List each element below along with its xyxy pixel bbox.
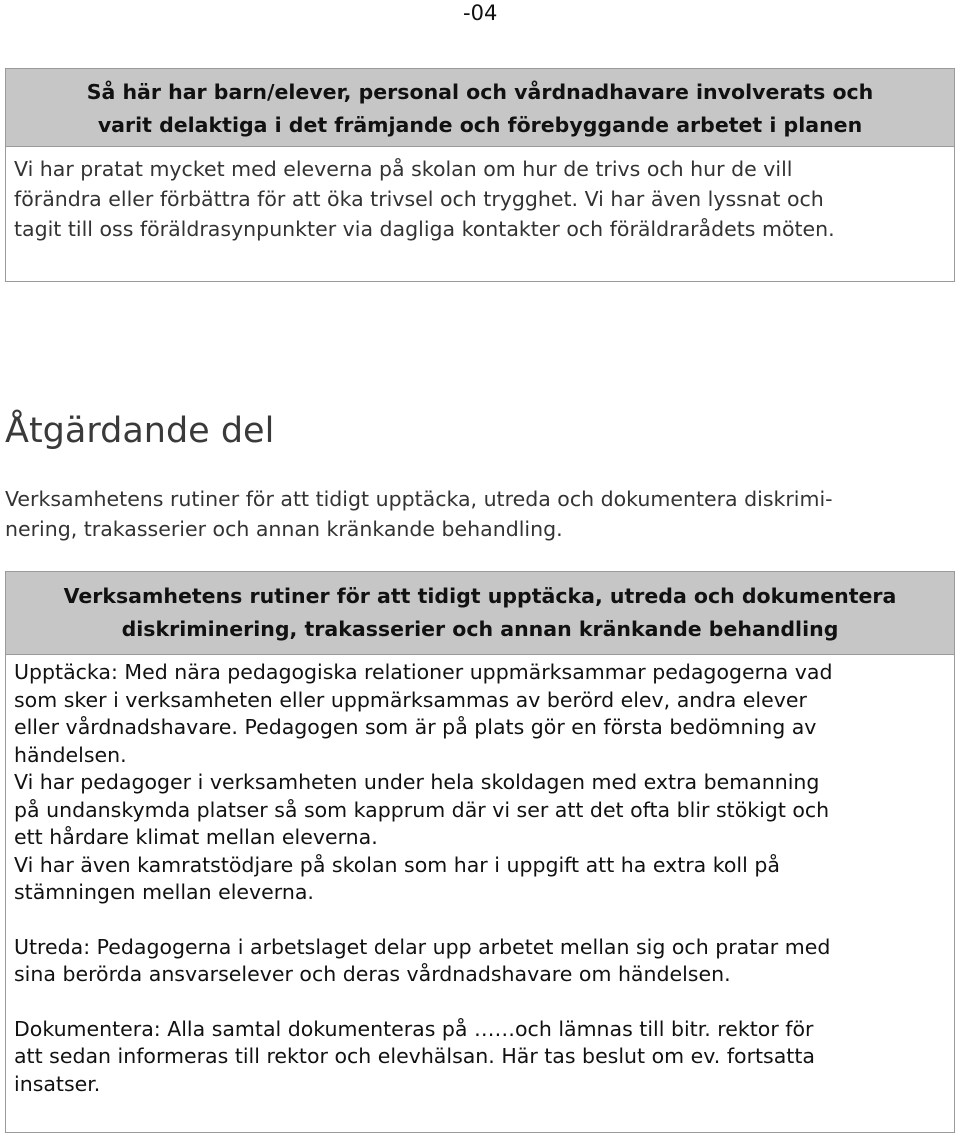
document-line: Dokumentera: Alla samtal dokumenteras på ……och lämnas till bitr. rektor för xyxy=(14,1016,814,1041)
paragraph-spacer xyxy=(14,989,946,1016)
involvement-body-line: tagit till oss föräldrasynpunkter via dagliga kontakter och föräldrarådets möten. xyxy=(14,217,835,241)
routines-header-line: diskriminering, trakasserier och annan kränkande behandling xyxy=(121,617,839,641)
section-description-line: Verksamhetens rutiner för att tidigt upptäcka, utreda och dokumentera diskrimi- xyxy=(5,487,833,511)
page-number: -04 xyxy=(463,1,498,25)
section-description-line: nering, trakasserier och annan kränkande behandling. xyxy=(5,517,563,541)
involvement-box-body xyxy=(6,147,954,244)
routines-box-body xyxy=(6,655,954,1098)
involvement-header-line: varit delaktiga i det främjande och förebyggande arbetet i planen xyxy=(97,113,863,137)
routines-box xyxy=(5,571,955,1133)
involvement-body-line: Vi har pratat mycket med eleverna på skolan om hur de trivs och hur de vill xyxy=(14,157,793,181)
routines-header-line: Verksamhetens rutiner för att tidigt upptäcka, utreda och dokumentera xyxy=(63,584,897,608)
section-title: Åtgärdande del xyxy=(5,411,275,451)
detect-line: som sker i verksamheten eller uppmärksammas av berörd elev, andra elever xyxy=(14,687,807,712)
detect-line: händelsen. xyxy=(14,742,127,767)
involvement-body-line: förändra eller förbättra för att öka trivsel och trygghet. Vi har även lyssnat och xyxy=(14,187,824,211)
detect-line: ett hårdare klimat mellan eleverna. xyxy=(14,825,378,849)
document-line: insatser. xyxy=(14,1071,101,1096)
involvement-box xyxy=(5,68,955,282)
detect-line: Vi har även kamratstödjare på skolan som har i uppgift att ha extra koll på xyxy=(14,852,780,877)
detect-paragraph xyxy=(14,659,946,907)
investigate-paragraph xyxy=(14,934,946,989)
involvement-box-header xyxy=(6,69,954,147)
detect-line: på undanskymda platser så som kapprum där vi ser att det ofta blir stökigt och xyxy=(14,797,830,822)
investigate-line: sina berörda ansvarselever och deras vårdnadshavare om händelsen. xyxy=(14,962,731,986)
involvement-header-line: Så här har barn/elever, personal och vårdnadhavare involverats och xyxy=(86,80,874,104)
routines-box-header xyxy=(6,572,954,655)
detect-line: eller vårdnadshavare. Pedagogen som är på plats gör en första bedömning av xyxy=(14,715,817,739)
section-description xyxy=(5,484,955,544)
detect-line: Upptäcka: Med nära pedagogiska relationer uppmärksammar pedagogerna vad xyxy=(14,660,833,684)
document-line: att sedan informeras till rektor och elevhälsan. Här tas beslut om ev. fortsatta xyxy=(14,1044,815,1068)
detect-line: stämningen mellan eleverna. xyxy=(14,880,314,904)
detect-line: Vi har pedagoger i verksamheten under hela skoldagen med extra bemanning xyxy=(14,770,820,794)
paragraph-spacer xyxy=(14,907,946,934)
document-paragraph xyxy=(14,1016,946,1099)
investigate-line: Utreda: Pedagogerna i arbetslaget delar upp arbetet mellan sig och pratar med xyxy=(14,934,831,959)
